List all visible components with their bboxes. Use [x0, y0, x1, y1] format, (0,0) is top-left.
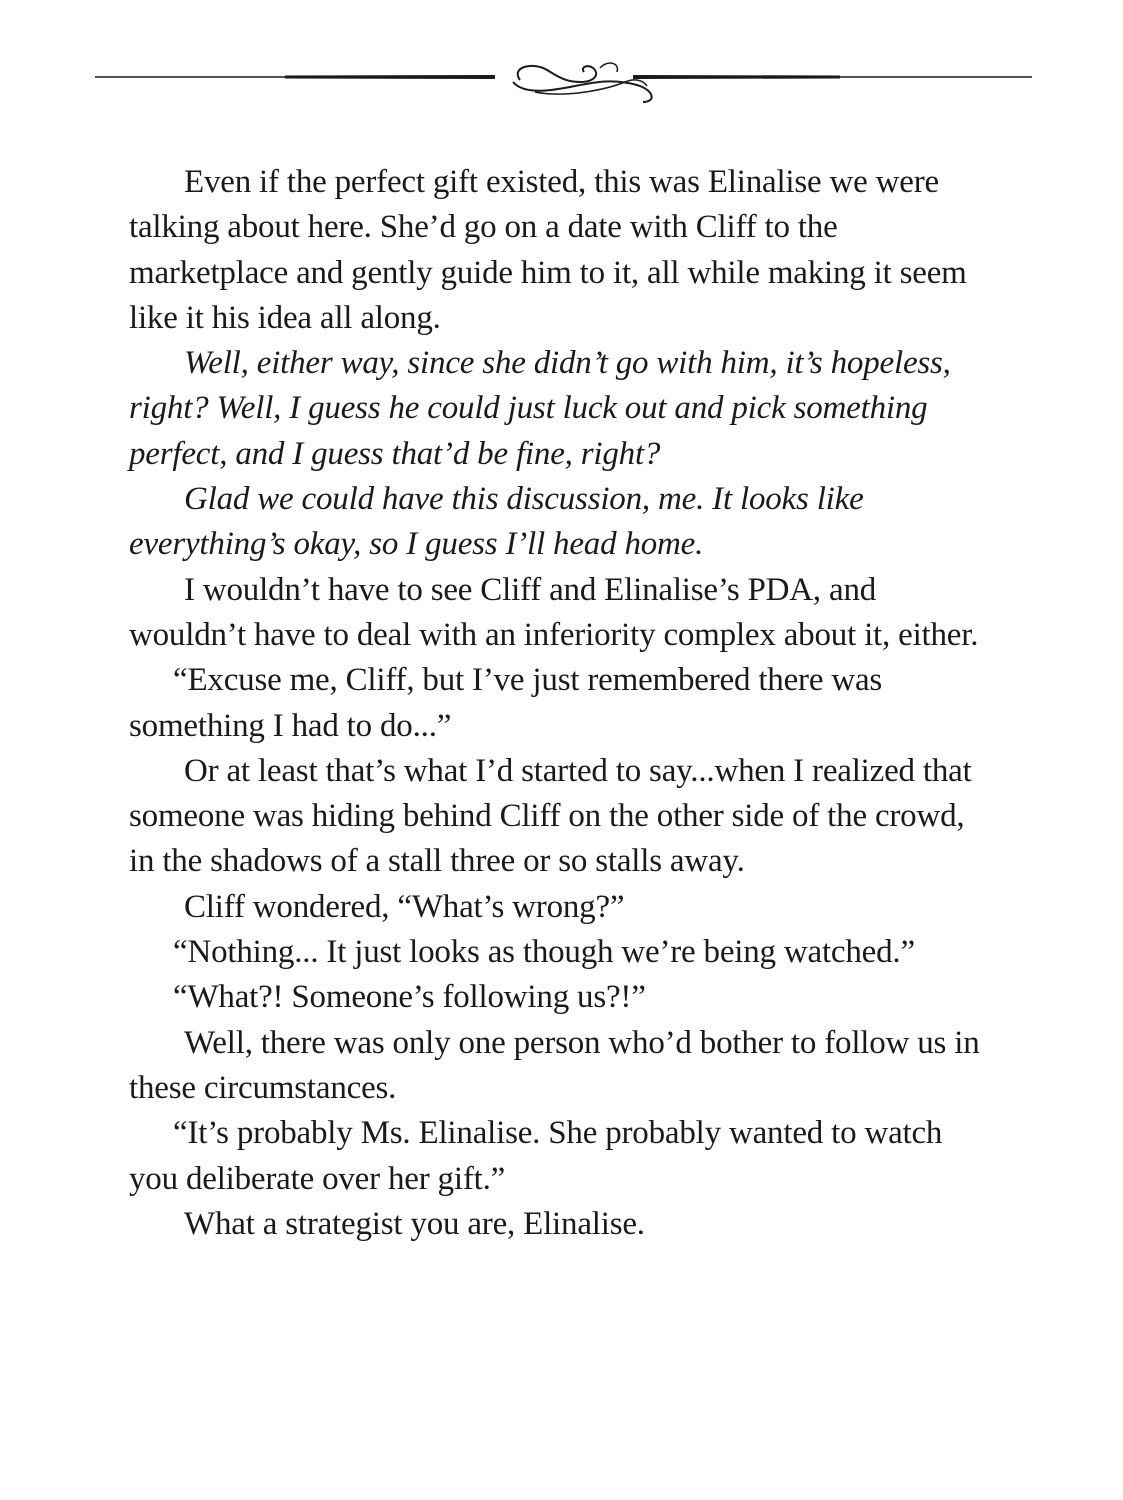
paragraph-dialogue: “Excuse me, Cliff, but I’ve just remembered there was something I had to do...” [129, 662, 883, 744]
flourish-divider-icon [95, 52, 1032, 112]
paragraph-dialogue: “Nothing... It just looks as though we’re being watched.” [173, 934, 915, 971]
paragraph: Well, there was only one person who’d bother to follow us in these circumstances. [129, 1024, 980, 1106]
paragraph-italic-thought: Well, either way, since she didn’t go with him, it’s hopeless, right? Well, I guess he could just luck out and pick something perfect, and I guess that’d be fine, right? [129, 345, 951, 472]
paragraph-dialogue: “What?! Someone’s following us?!” [173, 979, 646, 1016]
paragraph: Or at least that’s what I’d started to say...when I realized that someone was hiding behind Cliff on the other side of the crowd, in the shadows of a stall three or so stalls away. [129, 752, 972, 880]
paragraph-dialogue: “It’s probably Ms. Elinalise. She probably wanted to watch you deliberate over her gift.” [129, 1115, 943, 1197]
paragraph: I wouldn’t have to see Cliff and Elinalise’s PDA, and wouldn’t have to deal with an inferiority complex about it, either. [129, 571, 979, 653]
paragraph: What a strategist you are, Elinalise. [184, 1205, 645, 1242]
paragraph-italic-thought: Glad we could have this discussion, me. It looks like everything’s okay, so I guess I’ll head home. [129, 481, 864, 563]
paragraph: Even if the perfect gift existed, this was Elinalise we were talking about here. She’d go on a date with Cliff to the marketplace and gently guide him to it, all while making it seem like it his idea all along. [129, 164, 967, 336]
body-text [129, 160, 989, 1247]
paragraph: Cliff wondered, “What’s wrong?” [184, 888, 625, 925]
